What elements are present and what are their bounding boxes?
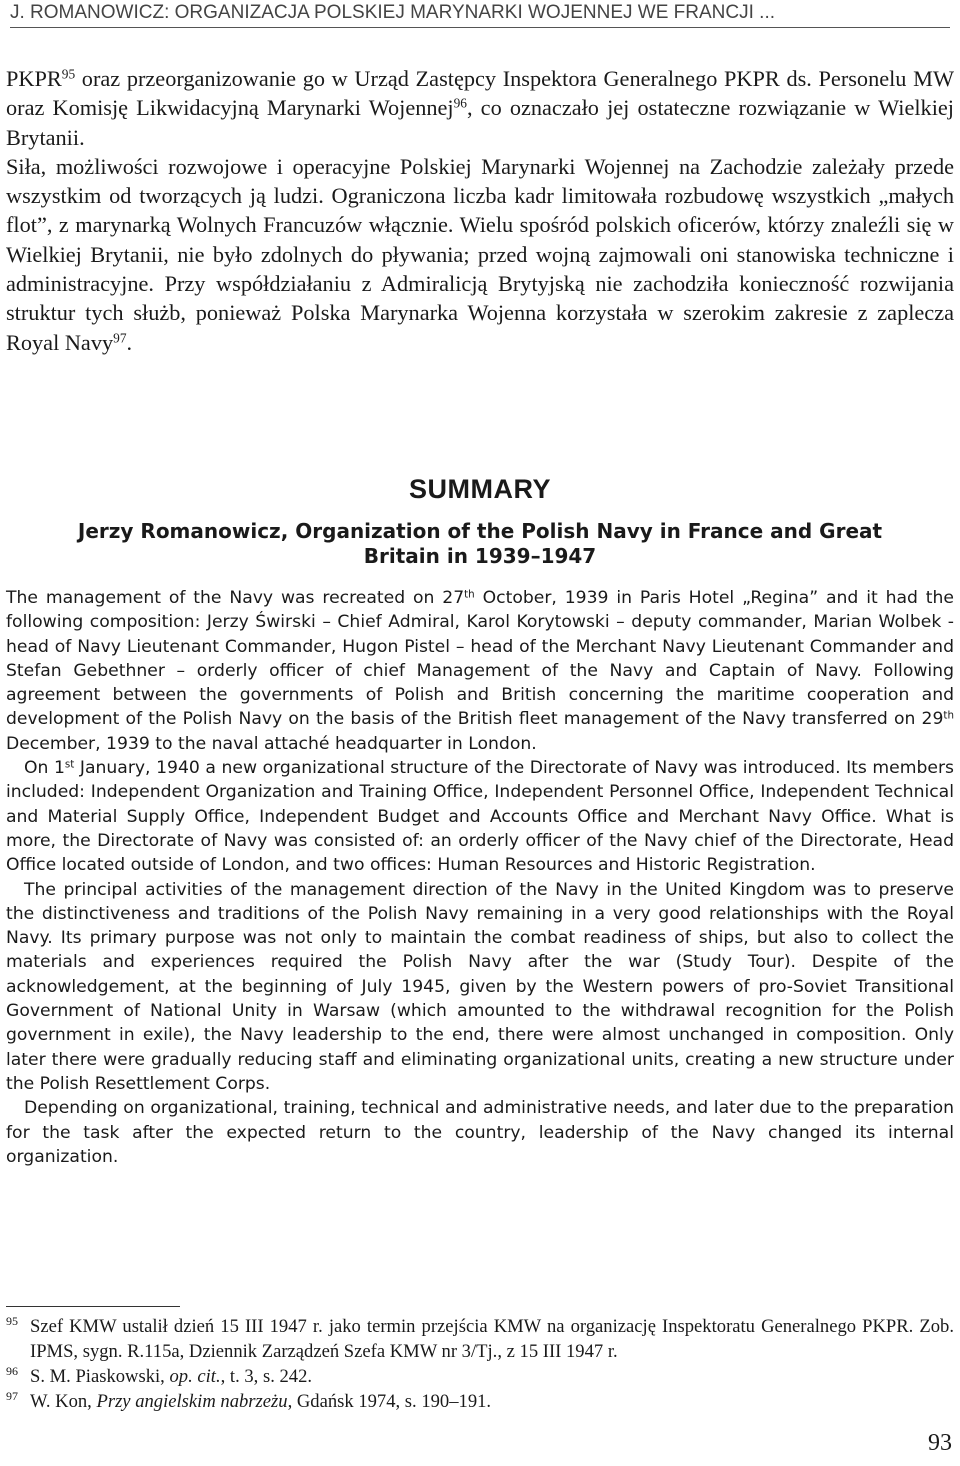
text-run: PKPR: [6, 66, 62, 91]
summary-heading: SUMMARY: [409, 474, 551, 504]
ordinal-suffix: th: [464, 588, 475, 601]
text-run: On 1: [24, 758, 65, 779]
footnote-text: , t. 3, s. 242.: [220, 1366, 313, 1387]
footnote-ref-96[interactable]: 96: [453, 95, 467, 111]
summary-paragraph-2: [6, 756, 954, 877]
footnote-96: [6, 1364, 954, 1389]
ordinal-suffix: st: [64, 758, 75, 771]
text-run: Siła, możliwości rozwojowe i operacyjne Polskiej Marynarki Wojennej na Zachodzie zależały przede wszystkim od tworzących ją ludzi. Ograniczona liczba kadr limitowała rozbudowę wszystkich „małych flot”, z marynarką Wolnych Francuzów włącznie. Wielu spośród polskich oficerów, którzy znaleźli się w Wielkiej Brytanii, nie było zdolnych do pływania; przed wojną zajmowali oni stanowiska techniczne i administracyjne. Przy współdziałaniu z Admiralicją Brytyjską nie zachodziła konieczność rozwijania struktur tych służb, ponieważ Polska Marynarka Wojenna korzystała w szerokim zakresie z zaplecza Royal Navy: [6, 153, 954, 355]
text-run: The management of the Navy was recreated on 27: [6, 588, 465, 608]
footnote-number: 97: [6, 1389, 18, 1403]
footnote-italic: Przy angielskim nabrzeżu: [96, 1391, 288, 1412]
summary-subtitle: Jerzy Romanowicz, Organization of the Polish Navy in France and Great Britain in 1939–1947: [77, 519, 883, 568]
footnote-italic: op. cit.: [169, 1366, 221, 1387]
summary-paragraph-4: Depending on organizational, training, technical and administrative needs, and later due to the preparation for the task after the expected return to the country, leadership of the Navy changed its internal organization.: [6, 1098, 954, 1167]
footnotes: [6, 1314, 954, 1414]
footnote-text: , Gdańsk 1974, s. 190–191.: [287, 1391, 492, 1412]
footnote-ref-95[interactable]: 95: [61, 66, 76, 82]
text-run: , co oznaczało jej ostateczne rozwiązanie w Wielkiej Brytanii.: [6, 95, 954, 150]
polish-body-text: [6, 64, 954, 357]
footnote-number: 95: [6, 1314, 18, 1328]
summary-paragraph-3: The principal activities of the management direction of the Navy in the United Kingdom was to preserve the distinctiveness and traditions of the Polish Navy remaining in a very good relationships with the Royal Navy. Its primary purpose was not only to maintain the combat readiness of ships, but also to collect the materials and experiences required the Polish Navy after the war (Study Tour). Despite of the acknowledgement, at the beginning of July 1945, given by the Western powers of pro-Soviet Transitional Government of National Unity in Warsaw (which amounted to the withdrawal recognition for the Polish government in exile), the Navy leadership to the end, there were almost unchanged in composition. Only later there were gradually reducing staff and eliminating organizational units, creating a new structure under the Polish Resettlement Corps.: [6, 879, 954, 1094]
text-run: .: [126, 329, 133, 355]
footnote-97: [6, 1389, 954, 1414]
footnote-ref-97[interactable]: 97: [113, 330, 127, 346]
running-head: J. ROMANOWICZ: ORGANIZACJA POLSKIEJ MARYNARKI WOJENNEJ WE FRANCJI ...: [10, 2, 950, 28]
polish-paragraph-1: [6, 64, 954, 152]
text-run: October, 1939 in Paris Hotel „Regina” and it had the following composition: Jerzy Świrski – Chief Admiral, Karol Korytowski – deputy commander, Marian Wolbek - head of Navy Lieutenant Commander, Hugon Pistel – head of the Merchant Navy Lieutenant Commander and Stefan Gebethner – orderly officer of chief Management of the Navy and Captain of Navy. Following agreement between the governments of Polish and British concerning the maritime cooperation and development of the Polish Navy on the basis of the British fleet management of the Navy transferred on 29: [6, 588, 954, 730]
summary-body: [6, 586, 954, 1169]
summary-paragraph-1: [6, 586, 954, 756]
footnote-text: W. Kon,: [30, 1391, 97, 1412]
text-run: oraz przeorganizowanie go w Urząd Zastępcy Inspektora Generalnego PKPR ds. Personelu MW oraz Komisję Likwidacyjną Marynarki Wojennej: [6, 66, 954, 121]
footnote-text: S. M. Piaskowski,: [30, 1366, 170, 1387]
footnote-text: Szef KMW ustalił dzień 15 III 1947 r. jako termin przejścia KMW na organizację Inspektoratu Generalnego PKPR. Zob. IPMS, sygn. R.115a, Dziennik Zarządzeń Szefa KMW nr 3/Tj., z 15 III 1947 r.: [30, 1316, 954, 1362]
polish-paragraph-2: [6, 152, 954, 357]
footnote-95: [6, 1314, 954, 1364]
footnote-divider: [6, 1306, 180, 1307]
text-run: December, 1939 to the naval attaché headquarter in London.: [6, 733, 537, 754]
footnote-number: 96: [6, 1364, 18, 1378]
page-number: 93: [928, 1430, 952, 1456]
text-run: January, 1940 a new organizational structure of the Directorate of Navy was introduced. Its members included: Independent Organization and Training Office, Independent Personnel Office, Independent Technical and Material Supply Office, Independent Budget and Accounts Office and Merchant Navy Office. What is more, the Directorate of Navy was consisted of: an orderly officer of the Navy chief of the Directorate, Head Office located outside of London, and two offices: Human Resources and Historic Registration.: [6, 758, 954, 876]
ordinal-suffix: th: [943, 709, 954, 722]
